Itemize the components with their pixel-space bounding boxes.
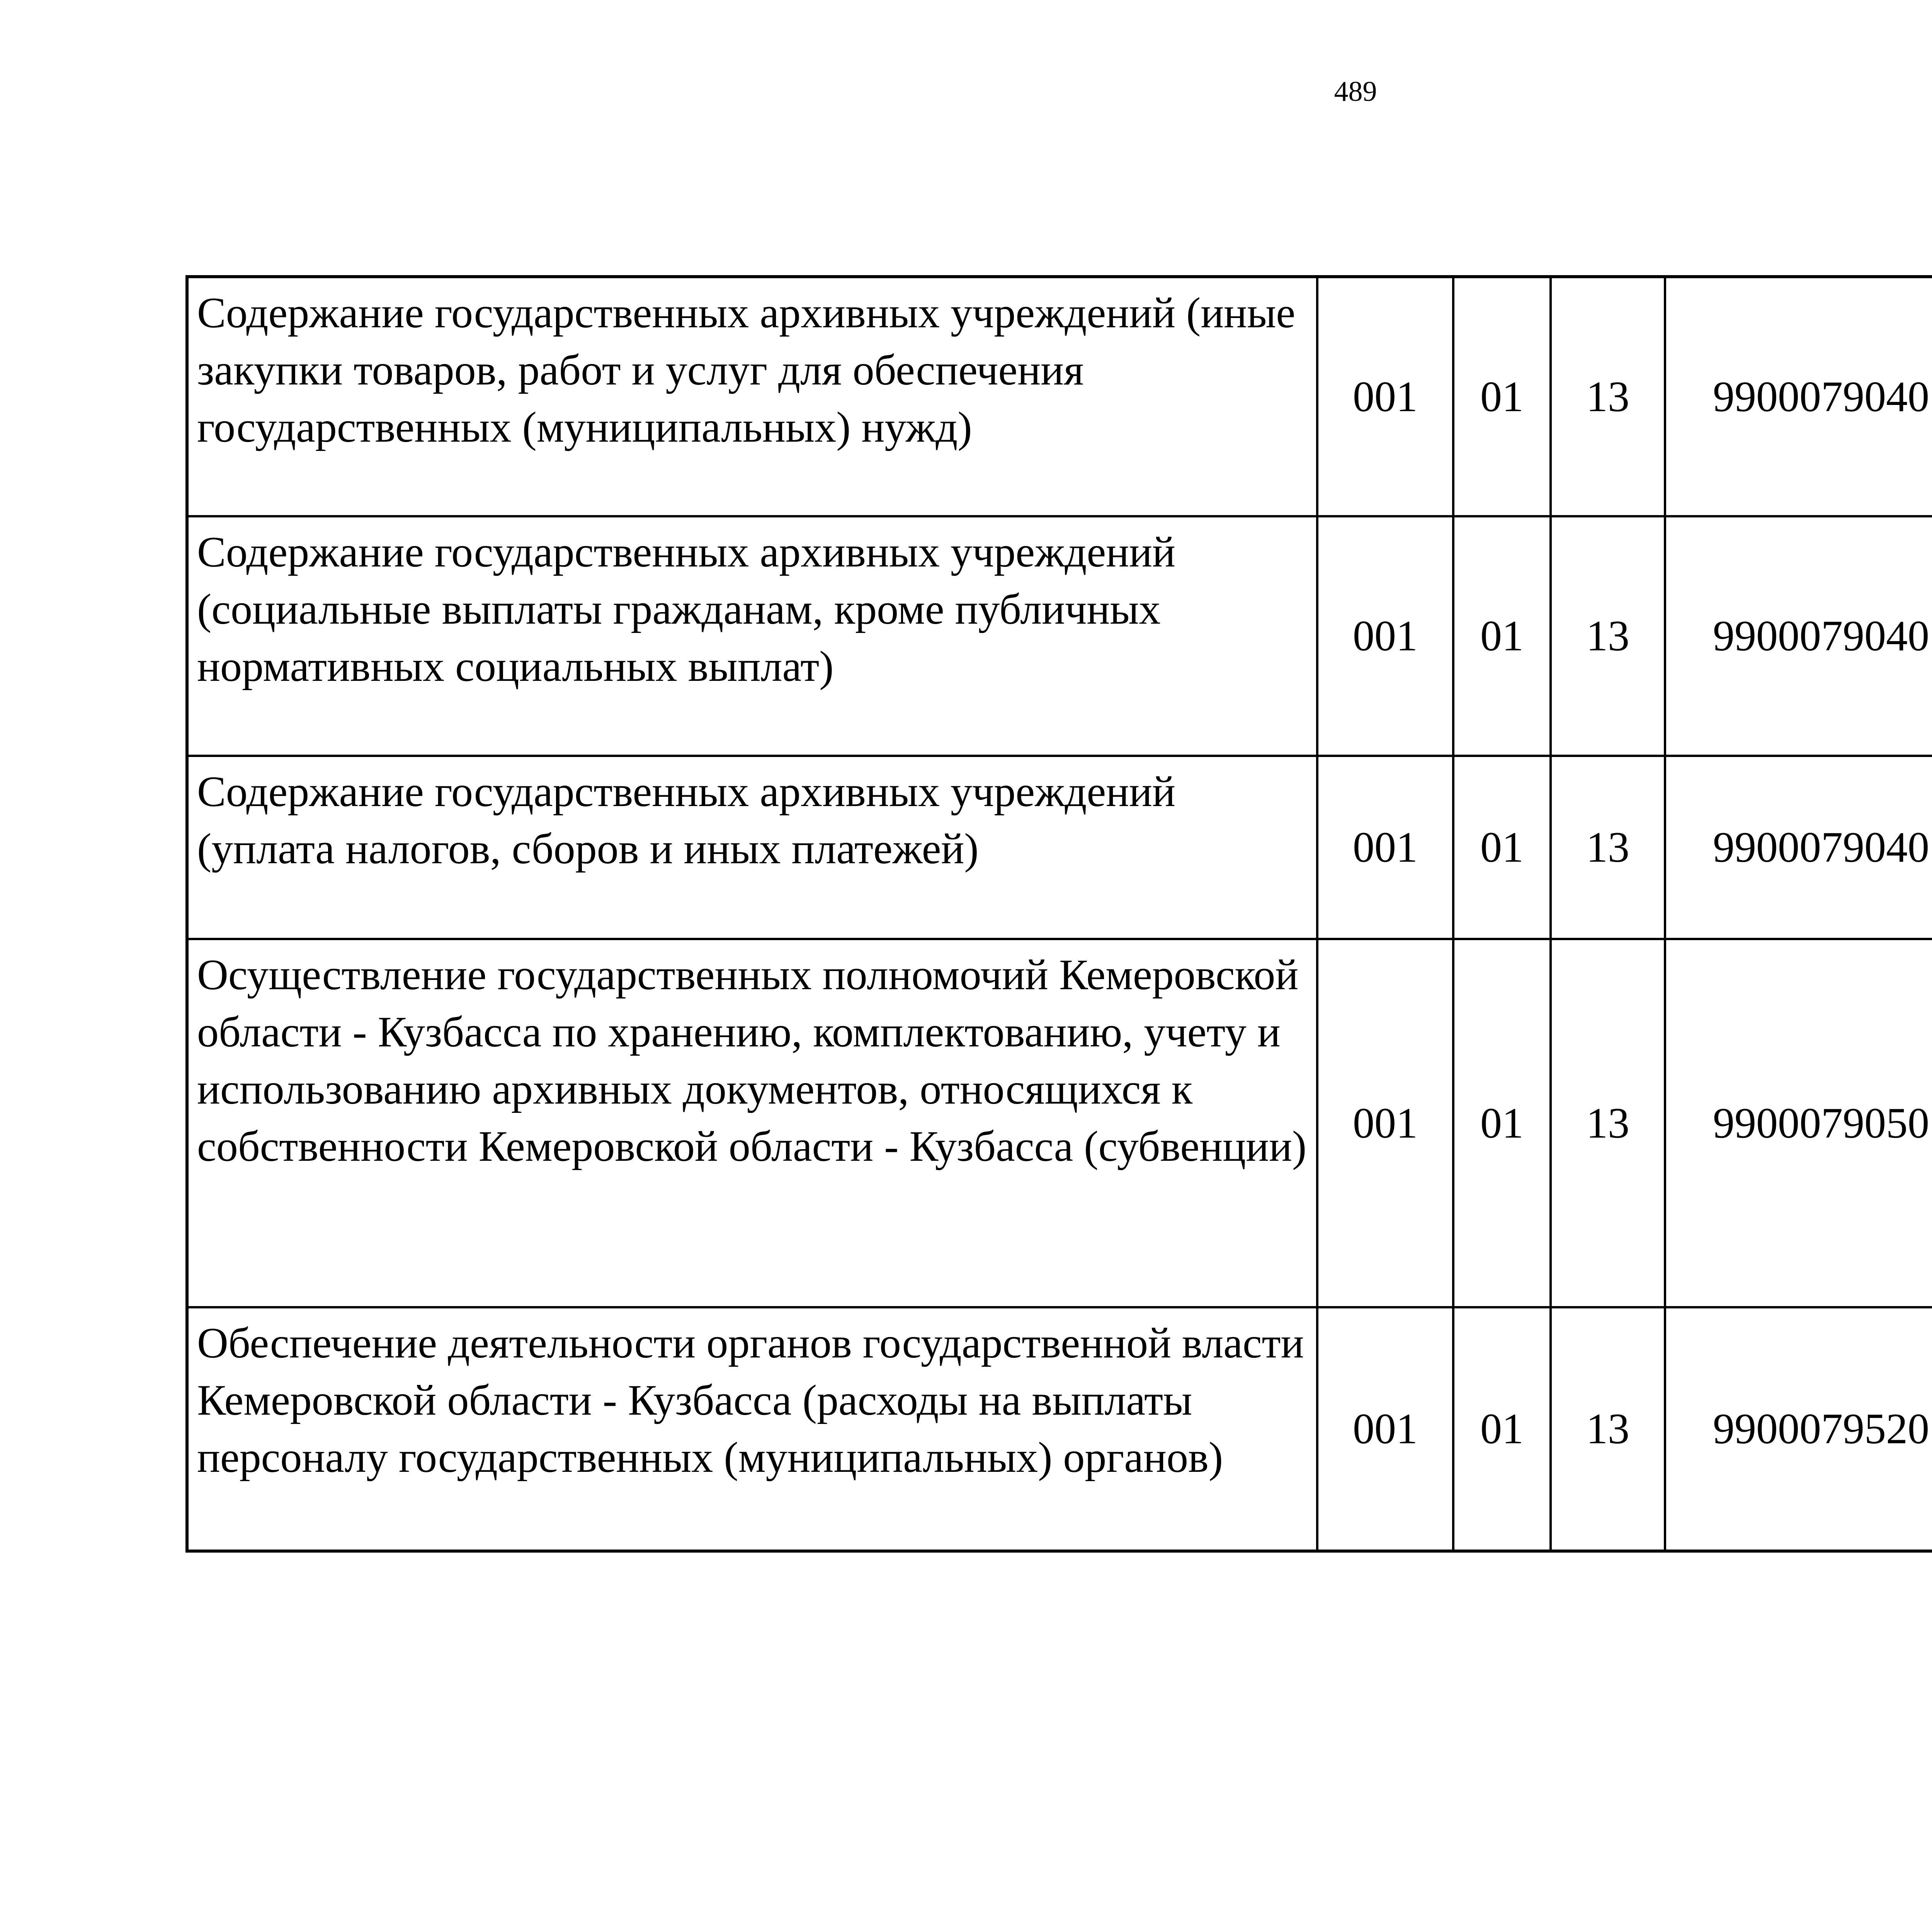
table-row [187, 756, 1932, 939]
target-article-code: 9900079050 [1665, 939, 1932, 1307]
section-code: 01 [1453, 756, 1551, 939]
table-row [187, 939, 1932, 1307]
ministry-code: 001 [1317, 1307, 1453, 1551]
expense-name: Содержание государственных архивных учреждений (уплата налогов, сборов и иных платежей) [187, 756, 1317, 939]
subsection-code: 13 [1551, 516, 1665, 756]
expense-name: Содержание государственных архивных учреждений (иные закупки товаров, работ и услуг для обеспечения государственных (муниципальных) нужд) [187, 277, 1317, 516]
expense-name: Осуществление государственных полномочий Кемеровской области - Кузбасса по хранению, комплектованию, учету и использованию архивных документов, относящихся к собственности Кемеровской области - Кузбасса (субвенции) [187, 939, 1317, 1307]
table-row [187, 516, 1932, 756]
ministry-code: 001 [1317, 516, 1453, 756]
ministry-code: 001 [1317, 939, 1453, 1307]
table-row [187, 277, 1932, 516]
section-code: 01 [1453, 939, 1551, 1307]
subsection-code: 13 [1551, 756, 1665, 939]
subsection-code: 13 [1551, 1307, 1665, 1551]
expense-name: Содержание государственных архивных учреждений (социальные выплаты гражданам, кроме публичных нормативных социальных выплат) [187, 516, 1317, 756]
target-article-code: 9900079040 [1665, 516, 1932, 756]
budget-table [185, 275, 1932, 1553]
target-article-code: 9900079040 [1665, 756, 1932, 939]
ministry-code: 001 [1317, 756, 1453, 939]
target-article-code: 9900079040 [1665, 277, 1932, 516]
page-number: 489 [1334, 76, 1377, 107]
ministry-code: 001 [1317, 277, 1453, 516]
target-article-code: 9900079520 [1665, 1307, 1932, 1551]
expense-name: Обеспечение деятельности органов государственной власти Кемеровской области - Кузбасса (расходы на выплаты персоналу государственных (муниципальных) органов) [187, 1307, 1317, 1551]
section-code: 01 [1453, 1307, 1551, 1551]
section-code: 01 [1453, 277, 1551, 516]
subsection-code: 13 [1551, 939, 1665, 1307]
section-code: 01 [1453, 516, 1551, 756]
subsection-code: 13 [1551, 277, 1665, 516]
table-row [187, 1307, 1932, 1551]
